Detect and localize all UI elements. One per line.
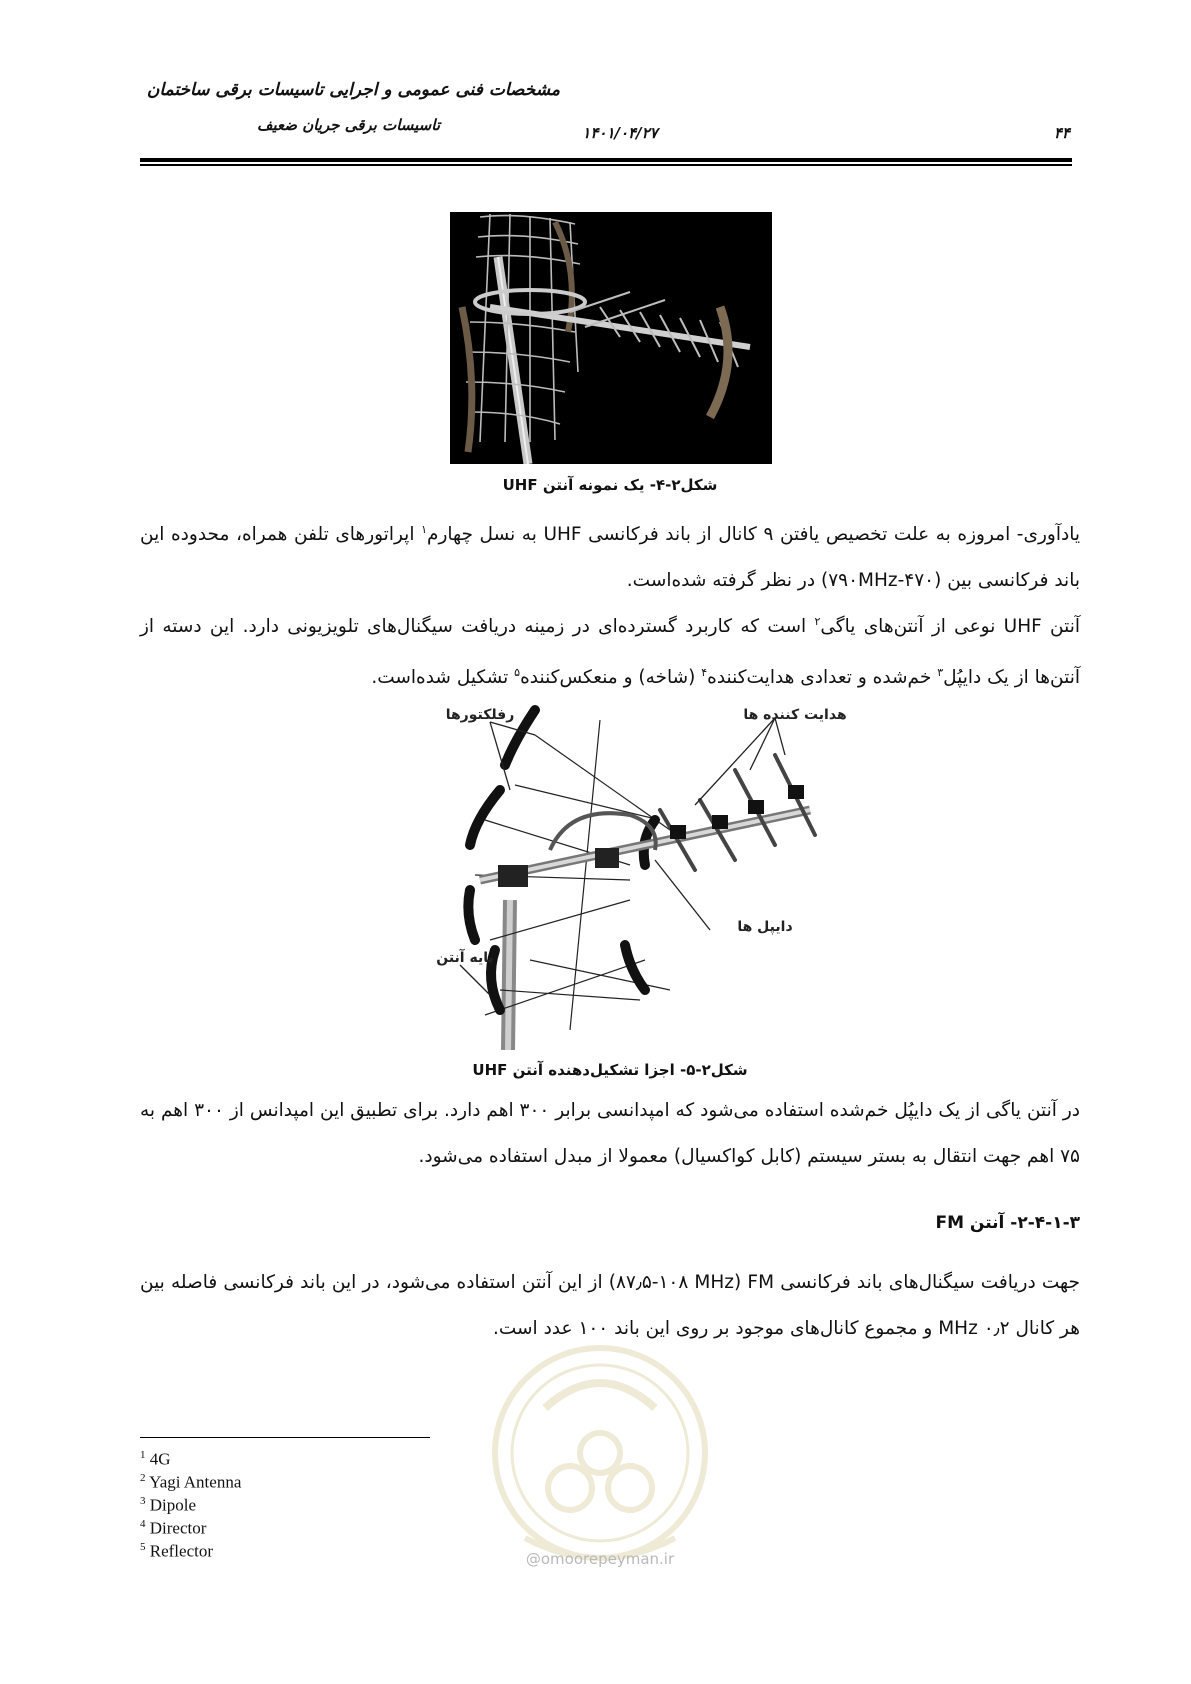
footnote-text: Yagi Antenna [149, 1472, 242, 1492]
paragraph-reminder [140, 507, 1080, 604]
footnote-ref[interactable]: ۵ [514, 666, 521, 680]
watermark-seal-logo [485, 1338, 715, 1578]
footnote-number: 1 [140, 1449, 146, 1461]
footnote-ref[interactable]: ۳ [937, 666, 944, 680]
paragraph-text: است که کاربرد گسترده‌ای در زمینه دریافت سیگنال‌های تلویزیونی دارد. این دسته از آنتن‌ها از یک دایپُل [140, 616, 1080, 689]
document-title: مشخصات فنی عمومی و اجرایی تاسیسات برقی ساختمان [146, 80, 560, 100]
footnote-text: Reflector [149, 1541, 213, 1561]
uhf-antenna-parts-diagram [430, 700, 870, 1050]
document-date: ۱۴۰۱/۰۴/۲۷ [582, 124, 658, 142]
footnote-ref[interactable]: ۱ [421, 523, 427, 536]
footnote-number: 3 [140, 1495, 146, 1507]
footnote-ref[interactable]: ۴ [701, 666, 708, 680]
paragraph-text: آنتن UHF نوعی از آنتن‌های یاگی [820, 616, 1080, 638]
document-subtitle: تاسیسات برقی جریان ضعیف [256, 116, 440, 134]
footnote-number: 2 [140, 1472, 146, 1484]
paragraph-uhf-antenna [140, 599, 1080, 701]
footnote-number: 4 [140, 1518, 146, 1530]
header-rule-thick [140, 158, 1072, 162]
footnote-text: Director [149, 1518, 207, 1538]
footnote-separator [140, 1437, 430, 1438]
page-number: ۴۴ [1053, 124, 1070, 142]
footnote-item [140, 1536, 440, 1563]
paragraph-fm-band: جهت دریافت سیگنال‌های باند فرکانسی FM (۸۷٫۵-۱۰۸ MHz) از این آنتن استفاده می‌شود، در این باند فرکانسی فاصله بین هر کانال ۰٫۲ MHz و مجموع کانال‌های موجود بر روی این باند ۱۰۰ عدد است. [140, 1272, 1080, 1339]
footnote-text: 4G [149, 1449, 171, 1469]
label-directors: هدایت کننده ها [743, 707, 847, 723]
paragraph-text: یادآوری- امروزه به علت تخصیص یافتن ۹ کانال از باند فرکانسی UHF به نسل چهارم [426, 524, 1080, 546]
watermark-url: @omoorepeyman.ir [525, 1550, 675, 1568]
figure-1-caption: شکل۲-۴- یک نمونه آنتن UHF [502, 476, 718, 494]
uhf-antenna-photo [450, 212, 772, 464]
figure-2-caption: شکل۲-۵- اجزا تشکیل‌دهنده آنتن UHF [472, 1061, 748, 1079]
paragraph-text: اپراتورهای تلفن همراه، محدوده این باند فرکانسی بین (۴۷۰-۷۹۰MHz) در نظر گرفته شده‌است. [140, 524, 1080, 592]
footnote-text: Dipole [149, 1495, 197, 1515]
paragraph-text: (شاخه) و منعکس‌کننده [520, 667, 702, 689]
label-dipoles: دایپل ها [737, 919, 793, 935]
footnote-number: 5 [140, 1541, 146, 1553]
label-antenna-mast: پایه آنتن [436, 950, 494, 966]
paragraph-text: تشکیل شده‌است. [371, 667, 515, 689]
footnote-ref[interactable]: ۲ [814, 615, 821, 628]
header-rule-thin [140, 164, 1072, 166]
section-heading-fm-antenna: ۲-۴-۱-۳- آنتن FM [935, 1213, 1080, 1233]
paragraph-text: خم‌شده و تعدادی هدایت‌کننده [707, 667, 938, 689]
label-reflectors: رفلکتورها [445, 707, 515, 723]
paragraph-impedance: در آنتن یاگی از یک دایپُل خم‌شده استفاده می‌شود که امپدانسی برابر ۳۰۰ اهم دارد. برای تطبیق این امپدانس از ۳۰۰ اهم به ۷۵ اهم جهت انتقال به بستر سیستم (کابل کواکسیال) معمولا از مبدل استفاده می‌شود. [140, 1100, 1080, 1167]
